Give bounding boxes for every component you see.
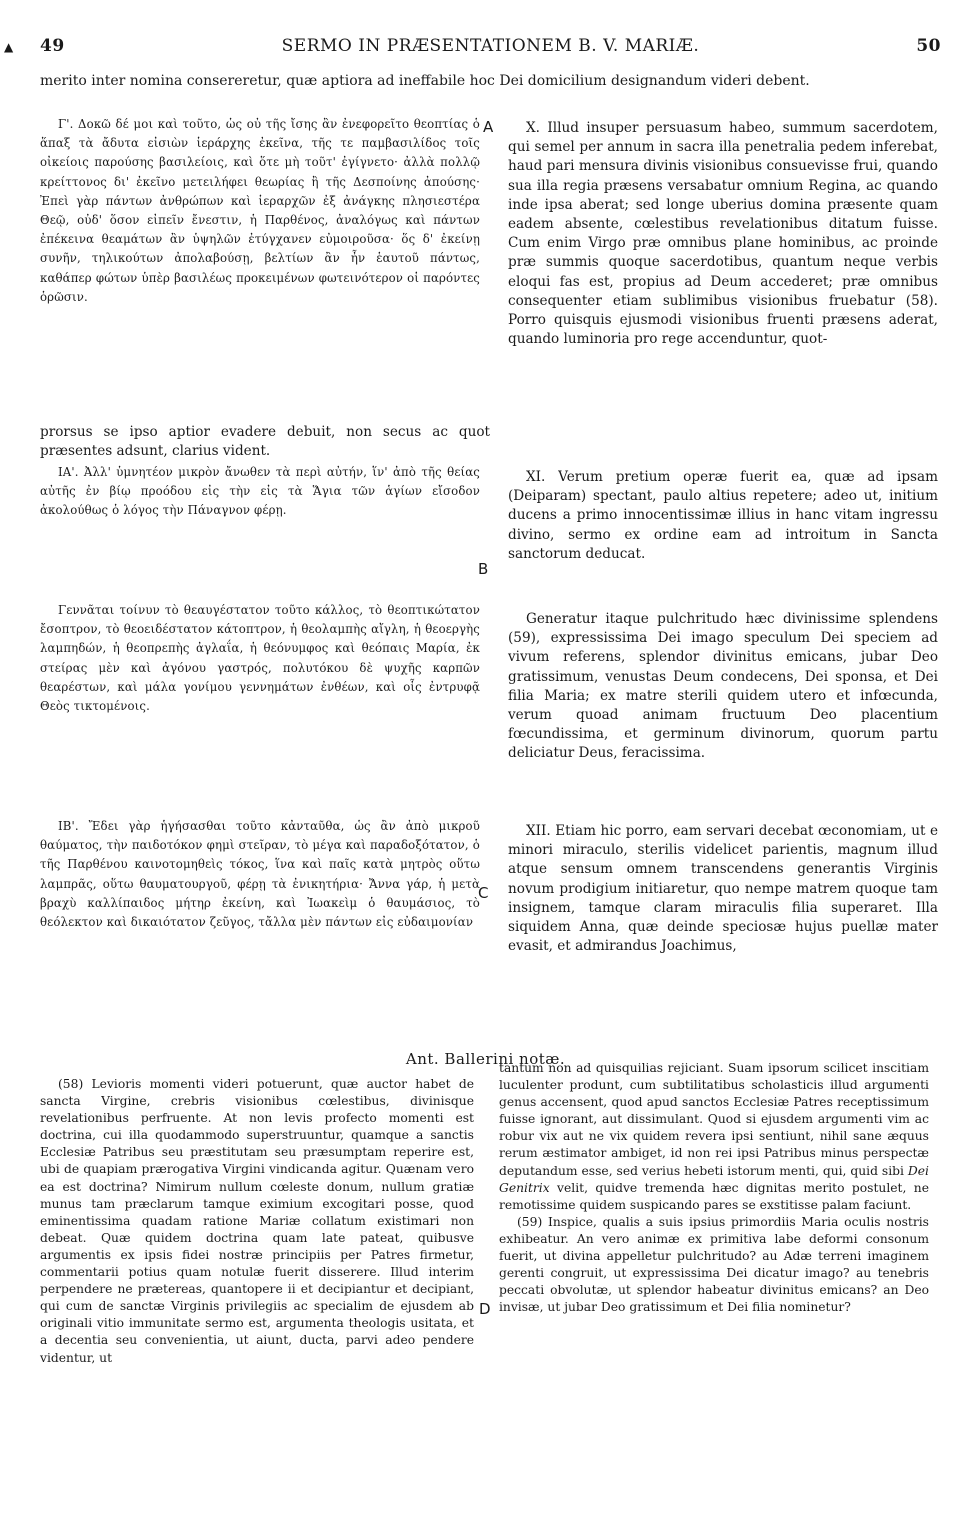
- running-title: SERMO IN PRÆSENTATIONEM B. V. MARIÆ.: [281, 36, 700, 56]
- greek-paragraph-ia: [40, 463, 480, 521]
- latin-paragraph-xi: [508, 468, 938, 564]
- latin-text: XI. Verum pretium operæ fuerit ea, quæ ad ipsam (Deiparam) spectant, paulo altius repetere; adeo ut, initium ducens a primo innocentissimæ illius in hanc vitam ingressu divino, sermo ex ordine eam ad introitum in Sancta sanctorum deducat.: [508, 469, 938, 562]
- margin-letter-c: C: [478, 884, 489, 902]
- footnote-text: (58) Levioris momenti videri potuerunt, quæ auctor habet de sancta Virgine, crebris visionibus cœlestibus, divinisque revelationibus perfruente. At non levis profecto momenti est doctrina, cui illa quodammodo superstruuntur, quamque a sanctis Ecclesiæ Patribus seu præstitutam seu præsumptam reperire est, ubi de quapiam prærogativa Virgini vindicanda agitur. Quænam vero ea est doctrina? Nimirum nullum cœleste donum, nullum gratiæ munus tam præclarum tamque eximium excogitari posse, quod eminentissima quadam ratione Mariæ collatum existimari non debeat. Quæ quidem doctrina quam late pateat, quibusve argumentis ex ipsis fidei nostræ principiis per Patres firmetur, commentarii potius quam notulæ fuerit disserere. Illud interim perpendere ne prætereas, quantopere ii et decipiantur et decipiant, qui cum de sanctæ Virginis privilegiis ac specialim de ejusdem ab originali vitio immunitate sermo est, argumenta theologis usitata, et a decentia seu convenientia, ut aiunt, ducta, parvi adeo pendere videntur, ut: [40, 1077, 474, 1365]
- greek-text: ΙΑ'. Ἀλλ' ὑμνητέον μικρὸν ἄνωθεν τὰ περὶ αὐτήν, ἵν' ἀπὸ τῆς θείας αὐτῆς ἐν βίῳ προόδου εἰς τὴν εἰς τὰ Ἅγια τῶν ἁγίων εἴσοδον ἀκολούθως ὁ λόγος τὴν Πάναγνον φέρῃ.: [40, 465, 480, 518]
- footnote-58: [40, 1076, 474, 1367]
- footnote-59: (59) Inspice, qualis a suis ipsius primordiis Maria oculis nostris exhibeatur. An vero animæ ex primitiva labe deformi consonum fuerit, ut divina appelletur pulchritudo? au Adæ terreni imaginem gerenti congruit, ut expressissima Dei dicatur imago? au tenebris peccati obvolutæ, ut splendor habeatur divinitus emicans? an Deo invisæ, ut jubar Deo gratissimum et Dei filia nominetur?: [499, 1214, 929, 1315]
- greek-paragraph-ib: [40, 817, 480, 932]
- greek-text: Γεννᾶται τοίνυν τὸ θεαυγέστατον τοῦτο κάλλος, τὸ θεοπτικώτατον ἔσοπτρον, τὸ θεοειδέστατον κάτοπτρον, ἡ θεολαμπὴς αἴγλη, ἡ θεοεργὴς λαμπηδών, ἡ θεοπρεπὴς ἀγλαΐα, ἡ θεόνυμφος καὶ θεόπαις Μαρία, ἐκ στείρας μὲν καὶ ἀγόνου γαστρός, πολυτόκου δὲ ψυχῆς καρπῶν θεαρέστων, καὶ μάλα γονίμου γεννημάτων ἐνθέων, καὶ οἷς ἐντρυφᾷ Θεὸς τικτομένοις.: [40, 603, 480, 714]
- footnote-text-part: velit, quidve tremenda hæc dignitas merito postulet, ne remotissime quidem suspicando pares se exstitisse palam faciunt.: [499, 1180, 929, 1212]
- margin-letter-b: B: [478, 560, 489, 578]
- greek-text: Γ'. Δοκῶ δέ μοι καὶ τοῦτο, ὡς οὐ τῆς ἴσης ἂν ἐνεφορεῖτο θεοπτίας ὁ ἅπαξ τὰ ἄδυτα εἰσιὼν ἱεράρχης ἐκεῖνα, τῆς τε παμβασιλίδος τοῖς οἰκείοις παρούσης βασιλείοις, καὶ ὅτε μὴ τοῦτ' ἐγίγνετο· ἀλλὰ πολλῷ κρείττονος δι' ἐκεῖνο μετειλήφει θεωρίας ἢ τῆς Δεσποίνης ἀπούσης· Ἐπεὶ γὰρ πάντων ἀνθρώπων καὶ ἱεραρχῶν ἐξ ἀνάγκης πλησιεστέρα Θεῷ, οὐδ' ὅσον εἰπεῖν ἔνεστιν, ἡ Παρθένος, ἀναλόγως καὶ πάντων ἐπέκεινα θεαμάτων ἂν ὑψηλῶν ἐτύγχανεν εὐμοιροῦσα· ὅς δ' ἐκείνῃ συνῆν, τηλικούτων ἀπολαβούσῃ, βελτίων ἂν ἦν ἑαυτοῦ πάντως, καθάπερ φώτων ὑπὲρ βασιλέως προκειμένων φωτεινότερον οἱ παρόντες ὁρῶσιν.: [40, 117, 480, 304]
- footnote-text-part: tantum non ad quisquilias rejiciant. Suam ipsorum scilicet inscitiam luculenter produnt, cum subtilitatibus scholasticis illud argumenti genus accensent, quod apud sanctos Ecclesiæ Patres receptissimum fuisse ignorant, aut dissimulant. Quod si ejusdem argumenti vim ac robur vix aut ne vix quidem revera ipsi sentiunt, nihil sane æquus rerum æstimator ambiget, id non rei ipsi Patribus minus perspectæ deputandum esse, sed verius hebeti istorum menti, qui, quid sibi: [499, 1061, 929, 1178]
- notes-heading: Ant. Ballerini notæ.: [405, 1050, 566, 1068]
- latin-text: XII. Etiam hic porro, eam servari decebat œconomiam, ut e minori miraculo, sterilis videlicet parientis, magnum illud atque sensum omnem transcendens generantis Virginis novum prodigium initiaretur, quo nempe matrem quoque tam insignem, tamque claram miraculis filia superaret. Illa siquidem Anna, quæ deinde speciosæ hujus puellæ mater evasit, et admirandus Joachimus,: [508, 823, 938, 955]
- greek-paragraph-gamma: [40, 115, 480, 307]
- italic-term: Dei Genitrix: [499, 1163, 929, 1195]
- latin-paragraph-x: [508, 119, 938, 349]
- latin-paragraph-xii: [508, 822, 938, 956]
- latin-text: X. Illud insuper persuasum habeo, summum sacerdotem, qui semel per annum in sacra illa penetralia pedem inferebat, haud pari mensura divinis visionibus consuevisse frui, quando sua illa regia præsens versabatur omnium Regina, ac quando inde ipsa aberat; sed longe uberius domina præsente quam eadem absente, cœlestibus revelationibus ditatum fuisse. Cum enim Virgo præ omnibus plane hominibus, ac proinde præ summis quoque sacerdotibus, quantum neque verbis eloqui fas est, propius ad Deum accederet; præ omnibus consequenter etiam sublimibus visionibus fruebatur (58). Porro quisquis ejusmodi visionibus fruenti præsens aderat, quando luminoria pro rege accenduntur, quot-: [508, 120, 938, 348]
- intro-line: merito inter nomina consereretur, quæ aptiora ad ineffabile hoc Dei domicilium designandum videri debent.: [40, 73, 810, 89]
- footnote-text: [499, 1060, 929, 1214]
- page-number-right: 50: [916, 36, 941, 56]
- page-number-left: 49: [40, 36, 65, 56]
- latin-text: Generatur itaque pulchritudo hæc divinissime splendens (59), expressissima Dei imago speculum Dei speciem ad vivum referens, splendor divinitus emicans, jubar Deo gratissimum, venustas Deum condecens, Dei sponsa, et Dei filia Maria; ex matre sterili quidem utero et infœcunda, verum quoad animam fructuum Deo placentium fœcundissima, et germinum divinorum, quorum partu deliciatur Deus, feracissima.: [508, 611, 938, 762]
- latin-paragraph-generatur: [508, 610, 938, 764]
- greek-text: ΙΒ'. Ἔδει γὰρ ἡγήσασθαι τοῦτο κἀνταῦθα, ὡς ἂν ἀπὸ μικροῦ θαύματος, τὴν παιδοτόκον φημὶ στεῖραν, τὸ μέγα καὶ παραδοξότατον, ὁ τῆς Παρθένου καινοτομηθεὶς τόκος, ἵνα καὶ παῖς κατὰ μητρὸς οὕτω λαμπρᾶς, οὕτω θαυματουργοῦ, φέρῃ τὰ ἐνικητήρια· Ἄννα γάρ, ἡ μετὰ βραχὺ καλλίπαιδος μήτηρ ἐκείνη, καὶ Ἰωακεὶμ ὁ θαυμάσιος, τὸ θεόλεκτον καὶ δικαιότατον ζεῦγος, τἄλλα μὲν πάντων εἰς εὐδαιμονίαν: [40, 819, 480, 930]
- latin-text: prorsus se ipso aptior evadere debuit, non secus ac quot præsentes adsunt, clarius vident.: [40, 424, 490, 460]
- margin-letter-a: A: [483, 118, 494, 136]
- footnote-continuation: [499, 1060, 929, 1316]
- corner-mark: ▲: [4, 40, 14, 54]
- page-header: [30, 36, 951, 60]
- margin-letter-d: D: [479, 1300, 491, 1318]
- latin-continuation: [40, 423, 490, 461]
- greek-paragraph-genesis: [40, 601, 480, 716]
